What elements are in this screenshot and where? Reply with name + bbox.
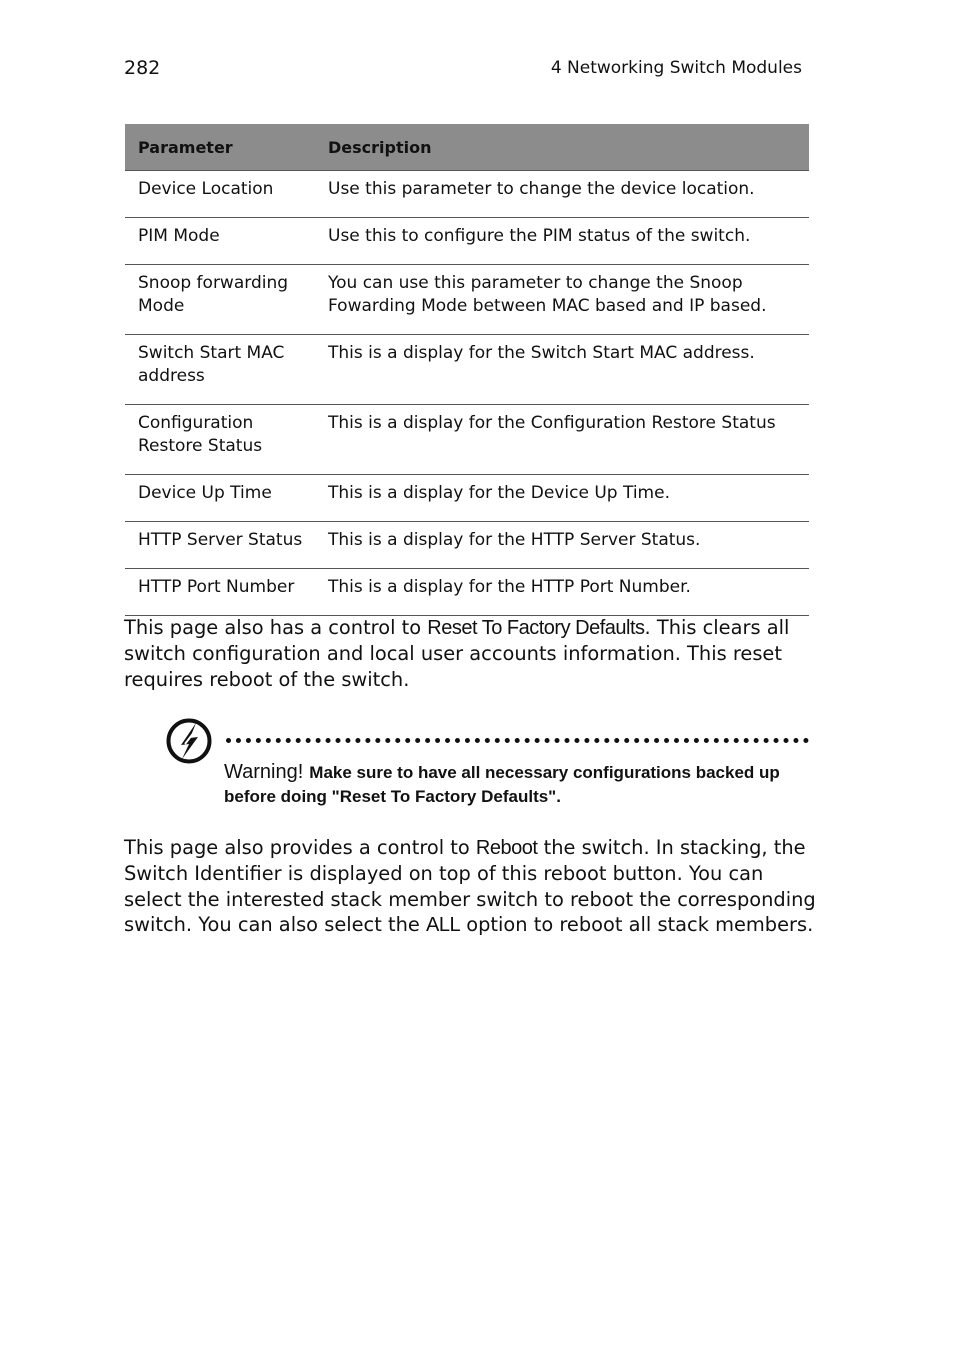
parameter-cell: HTTP Server Status	[125, 522, 315, 569]
description-cell: This is a display for the Device Up Time.	[315, 475, 809, 522]
column-header-parameter: Parameter	[125, 124, 315, 171]
description-cell: Use this parameter to change the device location.	[315, 171, 809, 218]
parameter-cell: Device Location	[125, 171, 315, 218]
reboot-paragraph-rest: option to reboot all stack members.	[460, 912, 814, 936]
warning-label: Warning!	[224, 761, 304, 783]
all-option-name: ALL	[425, 913, 461, 936]
table-row	[125, 171, 809, 218]
warning-message: Make sure to have all necessary configurations backed up before doing "Reset To Factory Defaults".	[224, 763, 780, 806]
reboot-paragraph	[124, 835, 824, 938]
parameter-cell: PIM Mode	[125, 218, 315, 265]
parameter-cell: HTTP Port Number	[125, 569, 315, 616]
reboot-paragraph-lead: This page also provides a control to	[124, 836, 476, 859]
table-row	[125, 335, 809, 405]
table-row	[125, 569, 809, 616]
description-cell: This is a display for the Switch Start MAC address.	[315, 335, 809, 405]
table-header-row	[125, 124, 809, 171]
table-row	[125, 475, 809, 522]
reboot-paragraph-middle: the switch. In stacking, the Switch Identifier is displayed on top of this reboot button. You can select the interested stack member switch to reboot the corresponding switch. You can also select the	[124, 836, 816, 936]
warning-divider	[226, 738, 809, 743]
table-row	[125, 522, 809, 569]
reboot-control-name: Reboot	[475, 837, 538, 859]
warning-note	[224, 760, 814, 809]
chapter-title: 4 Networking Switch Modules	[550, 58, 802, 78]
description-cell: Use this to configure the PIM status of the switch.	[315, 218, 809, 265]
parameter-table	[125, 124, 809, 616]
column-header-description: Description	[315, 124, 809, 171]
reset-paragraph	[124, 615, 824, 692]
parameter-cell: Switch Start MAC address	[125, 335, 315, 405]
page-number: 282	[124, 57, 161, 79]
description-cell: You can use this parameter to change the Snoop Fowarding Mode between MAC based and IP based.	[315, 265, 809, 335]
warning-lightning-icon	[165, 717, 213, 765]
table-row	[125, 218, 809, 265]
parameter-cell: Device Up Time	[125, 475, 315, 522]
parameter-cell: Configuration Restore Status	[125, 405, 315, 475]
description-cell: This is a display for the Configuration Restore Status	[315, 405, 809, 475]
description-cell: This is a display for the HTTP Port Number.	[315, 569, 809, 616]
parameter-cell: Snoop forwarding Mode	[125, 265, 315, 335]
reset-paragraph-rest: . This clears all switch configuration and local user accounts information. This reset requires reboot of the switch.	[124, 616, 790, 691]
reset-control-name: Reset To Factory Defaults	[427, 617, 645, 639]
reset-paragraph-lead: This page also has a control to	[124, 616, 428, 639]
description-cell: This is a display for the HTTP Server Status.	[315, 522, 809, 569]
table-row	[125, 265, 809, 335]
table-row	[125, 405, 809, 475]
